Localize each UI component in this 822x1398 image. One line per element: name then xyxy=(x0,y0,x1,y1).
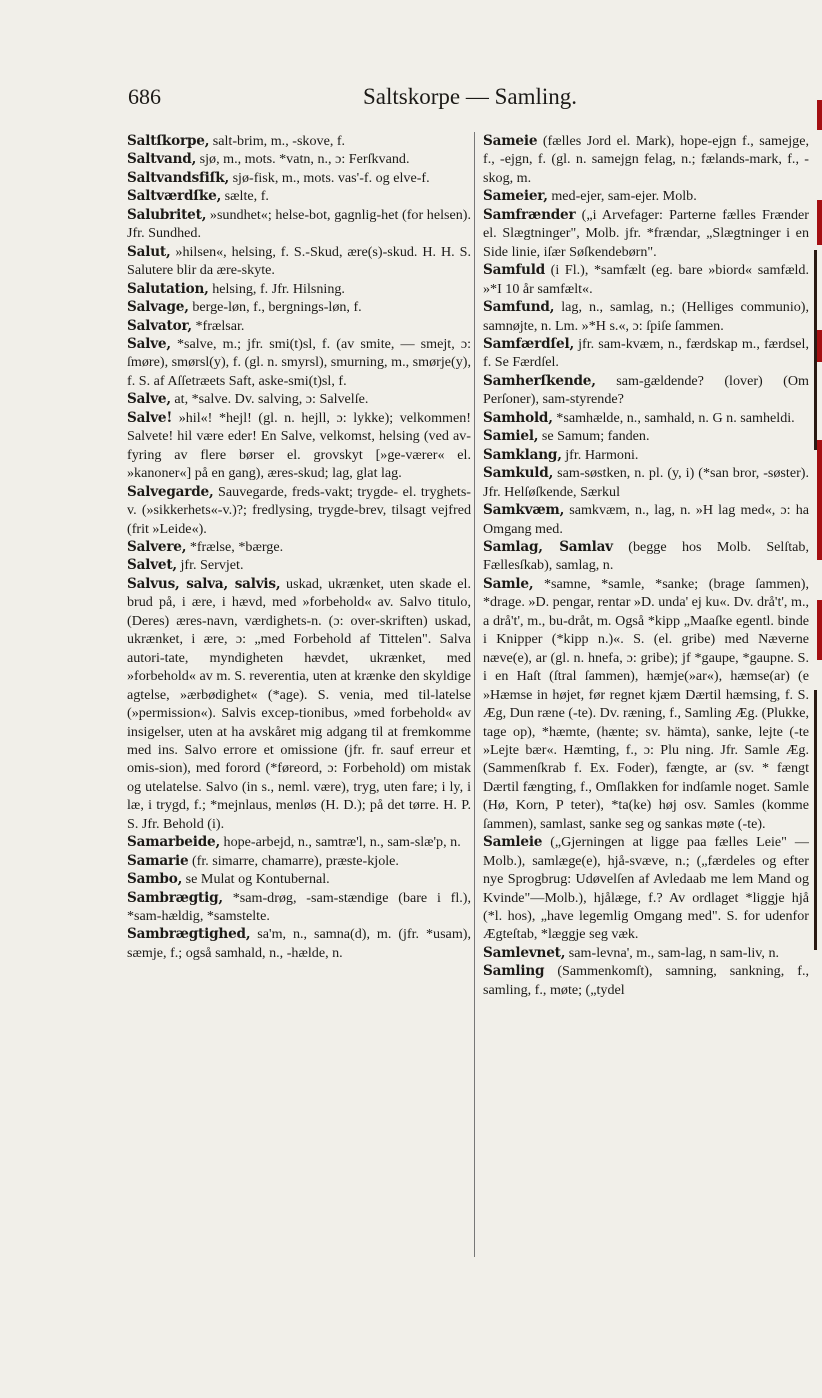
dictionary-entry xyxy=(483,409,809,427)
page-edge-shadow xyxy=(814,250,817,450)
page-number: 686 xyxy=(128,84,161,109)
dictionary-entry xyxy=(127,169,471,187)
headword: Salvere, xyxy=(127,538,187,555)
definition: helsing, f. Jfr. Hilsning. xyxy=(212,280,345,297)
definition: sam-gældende? (lover) (Om Perſoner), sam-styrende? xyxy=(483,372,809,408)
definition: *samhælde, n., samhald, n. G n. samheldi. xyxy=(556,409,795,426)
headword: Sameier, xyxy=(483,188,548,205)
definition: med-ejer, sam-ejer. Molb. xyxy=(551,188,697,205)
headword: Sambrægtighed, xyxy=(127,926,251,943)
dictionary-entry xyxy=(127,187,471,205)
dictionary-entry xyxy=(127,280,471,298)
dictionary-entry xyxy=(483,944,809,962)
dictionary-entry xyxy=(483,575,809,833)
definition: („Gjerningen at ligge paa fælles Leie" — Molb.), samlæge(e), hjå-svæve, n.; („færdeles og efter nye Sprogbrug: Udøvelſen af Avledaab me lem Mand og Kvinde"—Molb.), hjålæge, f.? Av ordlaget *liggje hjå (*l. hos), „have legemlig Omgang med". S. for udenfor Ægteſtab, *læggje seg væk. xyxy=(483,834,809,943)
dictionary-entry xyxy=(127,298,471,316)
left-column xyxy=(127,132,471,962)
page-header xyxy=(128,84,808,124)
headword: Sameie xyxy=(483,133,538,149)
headword: Saltværdſke, xyxy=(127,188,222,205)
dictionary-entry xyxy=(127,575,471,833)
headword: Samklang, xyxy=(483,446,562,463)
headword: Samarbeide, xyxy=(127,834,220,851)
headword: Samfrænder xyxy=(483,206,576,223)
definition: sjø-fisk, m., mots. vas'-f. og elve-f. xyxy=(232,169,430,186)
definition: sælte, f. xyxy=(224,188,269,205)
headword: Samhold, xyxy=(483,409,553,426)
headword: Saltvand, xyxy=(127,151,197,168)
headword: Sambrægtig, xyxy=(127,889,223,906)
definition: jfr. Servjet. xyxy=(180,557,244,574)
dictionary-entry xyxy=(483,298,809,335)
definition: *frælsar. xyxy=(195,317,245,334)
page-edge-mark xyxy=(817,200,822,245)
dictionary-entry xyxy=(483,446,809,464)
dictionary-entry xyxy=(483,187,809,205)
headword: Sambo, xyxy=(127,871,183,888)
page-edge-mark xyxy=(817,600,822,660)
right-column xyxy=(483,132,809,1262)
definition: Sauvegarde, freds-vakt; trygde- el. tryghets-v. (»sikkerhets«-v.)?; fredlysing, trygde-brev, tilsagt vejfred (frit »Leide«). xyxy=(127,483,471,537)
definition: se Mulat og Kontubernal. xyxy=(185,871,330,888)
headword: Salvage, xyxy=(127,299,189,316)
dictionary-entry xyxy=(483,464,809,501)
dictionary-entry xyxy=(483,962,809,999)
definition: uskad, ukrænket, uten skade el. brud på, i ære, i hævd, med »forbehold« av. Salvo titulo, (Deres) æres-navn, værdighets-n. (ɔ: over-skriften) uskad, ukrænket, i ære, ɔ: „med Forbehold af Tittelen". Salva autori-tate, myndigheten hævdet, ukrænket, med »forbehold« av m. S. reverentia, uten at krænke den skyldige agtelse, »ærbødighet« (*age). S. venia, med til-latelse (»permission«). Salvis excep-tionibus, »med forbehold« av insigelser, uten at ha avskåret mig adgang til at fremkomme med ins. Salvo errore et omissione (jfr. fr. sauf erreur et omis-sion), med forord (*føreord, ɔ: Forbehold) om mistak og utelatelse. Salvo (in s., neml. være), tryg, uten fare; i ly, i læ, i trygd, f.; *mejnlaus, menløs (H. D.); på det tørre. H. P. S. Jfr. Behold (i). xyxy=(127,575,471,832)
headword: Salve, xyxy=(127,391,171,408)
dictionary-entry xyxy=(127,889,471,926)
running-title: Saltskorpe — Samling. xyxy=(363,84,578,109)
headword: Salve, xyxy=(127,335,171,352)
headword: Salvegarde, xyxy=(127,483,214,500)
headword: Salutation, xyxy=(127,280,209,297)
dictionary-entry xyxy=(127,925,471,962)
definition: »hilsen«, helsing, f. S.-Skud, ære(s)-skud. H. H. S. Salutere blir da ære-skyte. xyxy=(127,243,471,279)
headword: Samfund, xyxy=(483,299,555,316)
definition: (fr. simarre, chamarre), præste-kjole. xyxy=(191,852,399,869)
definition: se Samum; fanden. xyxy=(541,428,650,445)
headword: Samfuld xyxy=(483,262,546,279)
headword: Samkvæm, xyxy=(483,502,565,519)
page-edge-mark xyxy=(817,100,822,130)
headword: Salut, xyxy=(127,243,171,260)
dictionary-entry xyxy=(127,317,471,335)
dictionary-entry xyxy=(483,538,809,575)
headword: Salvator, xyxy=(127,317,192,334)
dictionary-entry xyxy=(127,335,471,390)
headword: Samling xyxy=(483,963,545,980)
dictionary-entry xyxy=(127,870,471,888)
dictionary-entry xyxy=(483,833,809,944)
headword: Samkuld, xyxy=(483,465,554,482)
definition: („i Arvefager: Parterne fælles Frænder el. Slægtninger", Molb. jfr. *frændar, „Slægtninger i en Side linie, iſær Søſkendebørn". xyxy=(483,206,809,260)
headword: Salubritet, xyxy=(127,206,207,223)
headword: Samleie xyxy=(483,834,543,851)
definition: at, *salve. Dv. salving, ɔ: Salvelſe. xyxy=(174,391,369,408)
page-edge-mark xyxy=(817,330,822,362)
definition: salt-brim, m., -skove, f. xyxy=(212,133,346,149)
definition: sa'm, n., samna(d), m. (jfr. *usam), sæmje, f.; også samhald, n., -hælde, n. xyxy=(127,926,471,961)
definition: (fælles Jord el. Mark), hope-ejgn f., samejge, f., -ejgn, f. (gl. n. samejgn felag, n.; fælands-mark, f., -skog, m. xyxy=(483,133,809,186)
definition: »sundhet«; helse-bot, gagnlig-het (for helsen). Jfr. Sundhed. xyxy=(127,206,471,242)
headword: Salvet, xyxy=(127,557,177,574)
definition: »hil«! *hejl! (gl. n. hejll, ɔ: lykke); velkommen! Salvete! hil være eder! En Salve, velkomst, helsing (ved av-fyring av flere børser el. grovskyt [»ge-værer« el. »kanoner«] på en gang), æres-skud; lag, glat lag. xyxy=(127,409,471,482)
definition: lag, n., samlag, n.; (Helliges communio), samnøjte, n. Lm. »*H s.«, ɔ: ſpiſe ſammen. xyxy=(483,299,809,334)
headword: Salvus, salva, salvis, xyxy=(127,575,281,592)
headword: Samlag, Samlav xyxy=(483,538,613,555)
definition: samkvæm, n., lag, n. »H lag med«, ɔ: ha Omgang med. xyxy=(483,502,809,537)
headword: Samlevnet, xyxy=(483,944,566,961)
dictionary-entry xyxy=(483,261,809,298)
headword: Samfærdſel, xyxy=(483,335,574,352)
headword: Salve! xyxy=(127,409,173,426)
column-divider xyxy=(474,132,475,1257)
dictionary-entry xyxy=(483,132,809,187)
definition: jfr. sam-kvæm, n., færdskap m., færdsel, f. Se Færdſel. xyxy=(483,335,809,371)
headword: Samiel, xyxy=(483,428,539,445)
definition: sam-levna', m., sam-lag, n sam-liv, n. xyxy=(568,944,780,961)
definition: *frælse, *bærge. xyxy=(189,538,284,555)
headword: Samle, xyxy=(483,575,534,592)
dictionary-entry xyxy=(127,150,471,168)
definition: sjø, m., mots. *vatn, n., ɔ: Ferſkvand. xyxy=(199,151,410,168)
definition: (Sammenkomſt), samning, sankning, f., samling, f., møte; („tydel xyxy=(483,963,809,998)
definition: (begge hos Molb. Selſtab, Fællesſkab), samlag, n. xyxy=(483,538,809,574)
dictionary-entry xyxy=(483,372,809,409)
headword: Samherſkende, xyxy=(483,372,596,389)
dictionary-entry xyxy=(483,335,809,372)
dictionary-entry xyxy=(127,483,471,538)
dictionary-entry xyxy=(127,206,471,243)
dictionary-entry xyxy=(127,538,471,556)
dictionary-entry xyxy=(127,556,471,574)
definition: *salve, m.; jfr. smi(t)sl, f. (av smite, — smejt, ɔ: ſmøre), smørsl(y), f. (gl. n. smyrsl), smurning, m., smørje(y), f. S. af Aſſetræets Saft, aske-smi(t)sl, f. xyxy=(127,335,472,389)
dictionary-entry xyxy=(127,409,471,483)
dictionary-entry xyxy=(127,852,471,870)
headword: Samarie xyxy=(127,852,189,869)
dictionary-entry xyxy=(127,243,471,280)
dictionary-entry xyxy=(483,206,809,261)
headword: Saltſkorpe, xyxy=(127,133,210,149)
headword: Saltvandsfiſk, xyxy=(127,169,230,186)
definition: *sam-drøg, -sam-stændige (bare i fl.), *sam-hældig, *samstelte. xyxy=(127,889,471,925)
dictionary-entry xyxy=(127,833,471,851)
definition: berge-løn, f., bergnings-løn, f. xyxy=(192,299,362,316)
definition: jfr. Harmoni. xyxy=(565,446,639,463)
definition: (i Fl.), *samfælt (eg. bare »biord« samfæld. »*I 10 år samfælt«. xyxy=(483,262,809,297)
definition: hope-arbejd, n., samtræ'l, n., sam-slæ'p, n. xyxy=(223,834,461,851)
definition: sam-søstken, n. pl. (y, i) (*san bror, -søster). Jfr. Helſøſkende, Særkul xyxy=(483,465,809,500)
page-edge-shadow xyxy=(814,690,817,950)
dictionary-entry xyxy=(483,427,809,445)
page-edge-mark xyxy=(817,440,822,560)
dictionary-entry xyxy=(127,390,471,408)
dictionary-entry xyxy=(483,501,809,538)
dictionary-entry xyxy=(127,132,471,150)
definition: *samne, *samle, *sanke; (brage ſammen), *drage. »D. pengar, rentar »D. unda' ej ku«. Dv. drå't', m., a drå't', m., bu-dråt, m. Også *kipp „Maaſke egentl. binde i Knipper (*kipp n.)«. S. (el. gribe) med Næverne næve(e), ar (gl. n. hnefa, ɔ: gribe); jf *gaupe, *gaupne. S. i en Haſt (ſtral ſammen), hæmje(»ar«), hæmse(ar) (e »Hæmse in højet, før regnet kjæm Dærtil hæmsing, f. S. Æg, Dun ræne (-te). Dv. ræning, f., Samling Æg. (Plukke, tage op), *hæmte, (hænte; sv. hämta), sanke, lejte (-te »Lejte bær«. Hæmting, f., ɔ: Plu ning. Jfr. Samle Æg. (Sammenſkrab f. Ex. Foder), fængte, ar (sv. * fængt Dærtil fængting, f., Omſlakken for indſamle noget. Samle (Hø, Korn, P teter), *ta(ke) høj osv. Samles (komme ſammen), samlast, sanke seg og sankas møte (-te). xyxy=(483,575,809,832)
